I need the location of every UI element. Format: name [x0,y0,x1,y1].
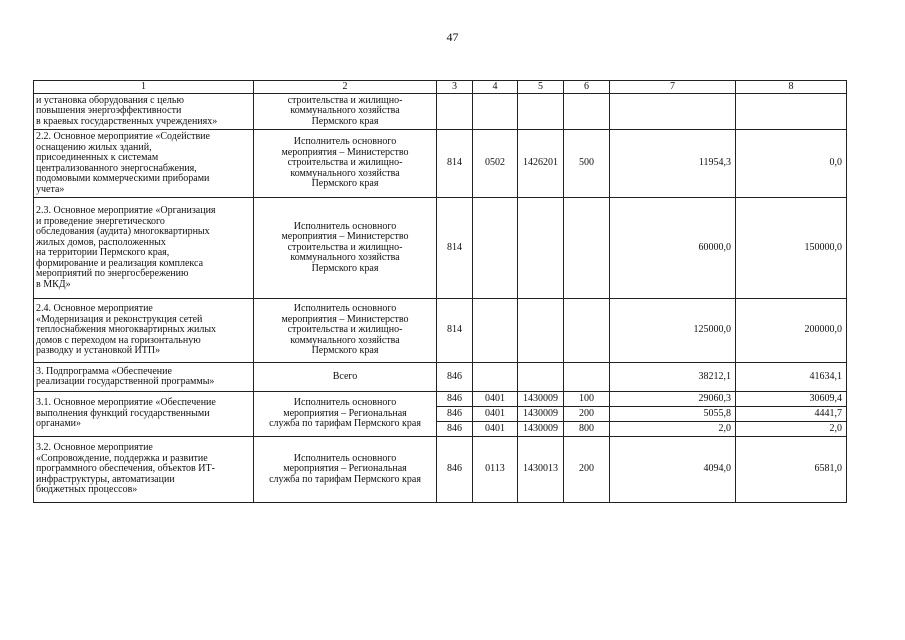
section-code [473,198,518,299]
target-code: 1430009 [518,407,564,422]
expense-type-code: 200 [564,407,610,422]
column-header: 1 [34,81,254,94]
target-code: 1430009 [518,422,564,437]
target-code: 1430013 [518,437,564,503]
executor-line: Пермского края [311,345,379,357]
executor [254,437,437,503]
activity-name-line: «Сопровождение, поддержка и развитие [36,452,208,464]
table-row [34,299,847,363]
amount-col7: 38212,1 [610,363,736,392]
activity-name-line: 2.2. Основное мероприятие «Содействие [36,131,210,142]
expense-type-code [564,363,610,392]
amount-col8: 200000,0 [736,299,847,363]
amount-col8: 30609,4 [736,392,847,407]
activity-name-line: жилых домов, расположенных [36,236,166,248]
activity-name-line: «Модернизация и реконструкция сетей [36,313,203,325]
section-code [473,94,518,130]
expense-type-code [564,299,610,363]
target-code [518,363,564,392]
activity-name-line: органами» [36,418,82,430]
amount-col7: 29060,3 [610,392,736,407]
activity-name-line: разводку и установкой ИТП» [36,345,161,357]
executor-line: строительства и жилищно- [287,157,403,169]
admin-code: 846 [437,422,473,437]
executor-line: мероприятия – Региональная [283,407,407,419]
admin-code: 846 [437,407,473,422]
activity-name [34,198,254,299]
activity-name-line: оснащению жилых зданий, [36,141,152,153]
activity-name-line: 3. Подпрограмма «Обеспечение [36,365,172,377]
expense-type-code: 100 [564,392,610,407]
expense-type-code [564,94,610,130]
activity-name-line: бюджетных процессов» [36,484,138,496]
executor-line: Всего [332,370,358,382]
amount-col7: 4094,0 [610,437,736,503]
expense-type-code [564,198,610,299]
activity-name-line: 3.2. Основное мероприятие [36,442,153,454]
expense-type-code: 800 [564,422,610,437]
amount-col8: 6581,0 [736,437,847,503]
executor-line: Исполнитель основного [293,452,397,464]
executor [254,130,437,198]
activity-name [34,94,254,130]
amount-col8: 2,0 [736,422,847,437]
executor-line: строительства и жилищно- [287,241,403,253]
executor-line: Исполнитель основного [293,303,397,315]
executor [254,94,437,130]
executor [254,299,437,363]
amount-col8: 4441,7 [736,407,847,422]
activity-name [34,363,254,392]
amount-col7: 5055,8 [610,407,736,422]
column-header: 2 [254,81,437,94]
executor-line: коммунального хозяйства [290,167,400,179]
amount-col7 [610,94,736,130]
activity-name-line: инфраструктуры, автоматизации [36,473,175,485]
activity-name-line: формирование и реализация комплекса [36,257,204,269]
executor-line: Исполнитель основного [293,220,397,232]
admin-code: 814 [437,198,473,299]
executor [254,392,437,437]
activity-name-line: программного обеспечения, объектов ИТ- [36,463,215,475]
admin-code: 846 [437,392,473,407]
activity-name-line: домов с переходом на горизонтальную [36,334,201,346]
activity-name-line: и проведение энергетического [36,215,165,227]
executor [254,198,437,299]
section-code: 0401 [473,392,518,407]
column-header: 7 [610,81,736,94]
table-row [34,130,847,198]
target-code [518,299,564,363]
activity-name-line: присоединенных к системам [36,152,159,163]
column-header: 6 [564,81,610,94]
expense-type-code: 500 [564,130,610,198]
column-header: 4 [473,81,518,94]
activity-name-line: реализации государственной программы» [36,376,215,387]
budget-table [33,80,847,503]
activity-name-line: и установка оборудования с целью [36,94,184,106]
amount-col7: 11954,3 [610,130,736,198]
section-code: 0113 [473,437,518,503]
activity-name [34,392,254,437]
amount-col7: 60000,0 [610,198,736,299]
table-row [34,437,847,503]
target-code [518,94,564,130]
activity-name-line: теплоснабжения многоквартирных жилых [36,324,217,336]
executor-line: Исполнитель основного [293,397,397,409]
activity-name-line: в МКД» [36,278,71,290]
target-code: 1430009 [518,392,564,407]
executor-line: служба по тарифам Пермского края [269,473,421,485]
activity-name [34,437,254,503]
activity-name-line: на территории Пермского края, [36,247,170,258]
activity-name-line: 2.4. Основное мероприятие [36,303,153,315]
amount-col8: 41634,1 [736,363,847,392]
executor-line: Пермского края [311,178,379,190]
amount-col7: 2,0 [610,422,736,437]
activity-name-line: централизованного энергоснабжения, [36,162,197,174]
executor-line: строительства и жилищно- [287,324,403,336]
table-row [34,198,847,299]
executor [254,363,437,392]
activity-name-line: 3.1. Основное мероприятие «Обеспечение [36,397,216,409]
admin-code: 814 [437,299,473,363]
section-code: 0401 [473,407,518,422]
activity-name-line: обследования (аудита) многоквартирных [36,226,210,237]
admin-code [437,94,473,130]
target-code [518,198,564,299]
executor-line: мероприятия – Министерство [281,313,409,325]
column-header: 3 [437,81,473,94]
activity-name-line: мероприятий по энергосбережению [36,268,189,279]
table-row [34,94,847,130]
admin-code: 846 [437,437,473,503]
activity-name-line: учета» [36,183,65,195]
activity-name-line: в краевых государственных учреждениях» [36,115,218,127]
activity-name-line: выполнения функций государственными [36,407,210,419]
executor-line: коммунального хозяйства [290,334,400,346]
amount-col7: 125000,0 [610,299,736,363]
table-row [34,363,847,392]
column-header: 8 [736,81,847,94]
section-code [473,363,518,392]
admin-code: 846 [437,363,473,392]
expense-type-code: 200 [564,437,610,503]
section-code: 0502 [473,130,518,198]
activity-name-line: подомовыми коммерческими приборами [36,173,210,184]
executor-line: Исполнитель основного [293,136,397,148]
executor-line: мероприятия – Региональная [283,463,407,475]
executor-line: коммунального хозяйства [290,105,400,117]
activity-name-line: повышения энергоэффективности [36,105,182,117]
activity-name [34,130,254,198]
amount-col8 [736,94,847,130]
executor-line: Пермского края [311,262,379,274]
activity-name [34,299,254,363]
column-header: 5 [518,81,564,94]
executor-line: мероприятия – Министерство [281,146,409,158]
table-header-row [34,81,847,94]
amount-col8: 150000,0 [736,198,847,299]
admin-code: 814 [437,130,473,198]
activity-name-line: 2.3. Основное мероприятие «Организация [36,205,216,216]
table-row [34,392,847,407]
executor-line: коммунального хозяйства [290,252,400,264]
amount-col8: 0,0 [736,130,847,198]
section-code: 0401 [473,422,518,437]
section-code [473,299,518,363]
executor-line: мероприятия – Министерство [281,231,409,243]
executor-line: Пермского края [311,115,379,127]
executor-line: служба по тарифам Пермского края [269,418,421,430]
executor-line: строительства и жилищно- [287,94,403,106]
page-number: 47 [446,30,459,44]
target-code: 1426201 [518,130,564,198]
